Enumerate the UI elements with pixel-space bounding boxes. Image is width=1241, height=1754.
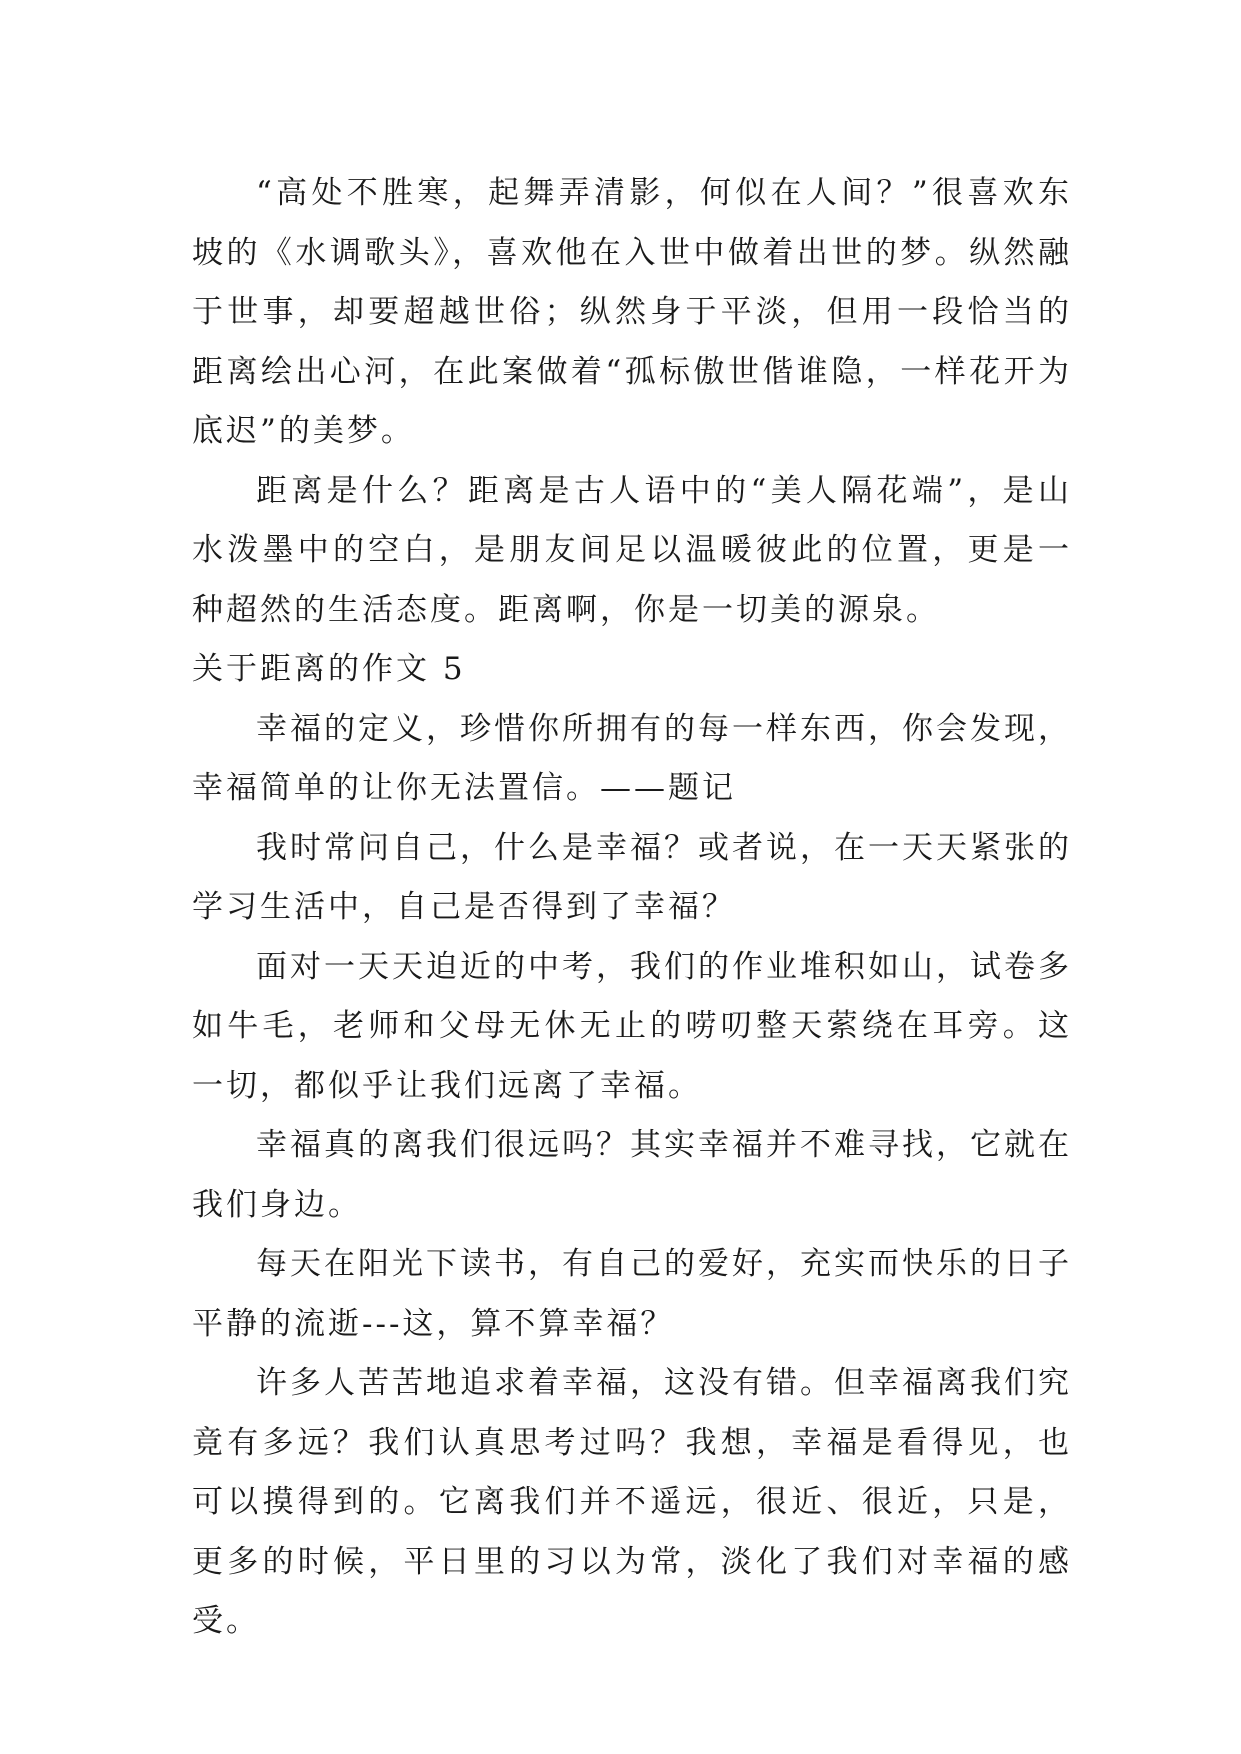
paragraph-mid-autumn-quote: “高处不胜寒，起舞弄清影，何似在人间？”很喜欢东坡的《水调歌头》，喜欢他在入世中做着出世的梦。纵然融于世事，却要超越世俗；纵然身于平淡，但用一段恰当的距离绘出心河，在此案做着“孤标傲世偕谁隐，一样花开为底迟”的美梦。 — [192, 175, 1072, 449]
paragraph-exam-pressure: 面对一天天迫近的中考，我们的作业堆积如山，试卷多如牛毛，老师和父母无休无止的唠叨整天萦绕在耳旁。这一切，都似乎让我们远离了幸福。 — [192, 948, 1072, 1104]
paragraph-question-happiness: 我时常问自己，什么是幸福？或者说，在一天天紧张的学习生活中，自己是否得到了幸福？ — [192, 829, 1072, 925]
paragraph-epigraph: 幸福的定义，珍惜你所拥有的每一样东西，你会发现，幸福简单的让你无法置信。——题记 — [192, 710, 1072, 806]
paragraph-what-is-distance: 距离是什么？距离是古人语中的“美人隔花端”，是山水泼墨中的空白，是朋友间足以温暖彼此的位置，更是一种超然的生活态度。距离啊，你是一切美的源泉。 — [192, 472, 1072, 628]
essay-title: 关于距离的作文 5 — [192, 651, 466, 687]
paragraph-pursuit-happiness: 许多人苦苦地追求着幸福，这没有错。但幸福离我们究竟有多远？我们认真思考过吗？我想，幸福是看得见，也可以摸得到的。它离我们并不遥远，很近、很近，只是，更多的时候，平日里的习以为常，淡化了我们对幸福的感受。 — [192, 1365, 1072, 1639]
document-body — [192, 164, 1072, 1652]
paragraph-happiness-near: 幸福真的离我们很远吗？其实幸福并不难寻找，它就在我们身边。 — [192, 1127, 1072, 1223]
paragraph-daily-reading: 每天在阳光下读书，有自己的爱好，充实而快乐的日子平静的流逝---这，算不算幸福？ — [192, 1246, 1072, 1342]
